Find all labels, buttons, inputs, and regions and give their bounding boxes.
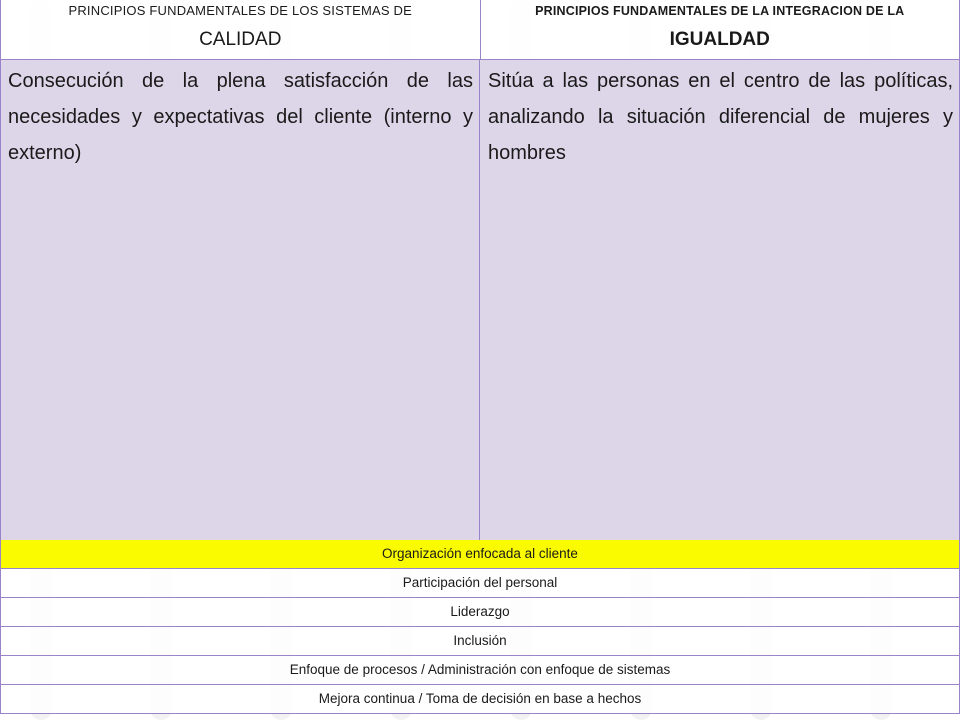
list-item-leadership: Liderazgo bbox=[0, 598, 960, 627]
header-equality-line1: PRINCIPIOS FUNDAMENTALES DE LA INTEGRACION DE LA bbox=[535, 4, 905, 18]
equality-principle-text: Sitúa a las personas en el centro de las políticas, analizando la situación diferencial de mujeres y hombres bbox=[480, 60, 960, 540]
list-item-customer-focus: Organización enfocada al cliente bbox=[0, 540, 960, 569]
table-header-row bbox=[0, 0, 960, 60]
quality-principle-text: Consecución de la plena satisfacción de las necesidades y expectativas del cliente (interno y externo) bbox=[0, 60, 480, 540]
header-quality-line1: PRINCIPIOS FUNDAMENTALES DE LOS SISTEMAS DE bbox=[68, 3, 413, 18]
header-equality bbox=[481, 0, 960, 59]
principles-list bbox=[0, 540, 960, 720]
header-quality-line2: CALIDAD bbox=[199, 29, 282, 50]
header-quality bbox=[0, 0, 481, 59]
list-item-inclusion: Inclusión bbox=[0, 627, 960, 656]
list-item-process-approach: Enfoque de procesos / Administración con enfoque de sistemas bbox=[0, 656, 960, 685]
list-item-staff-participation: Participación del personal bbox=[0, 569, 960, 598]
table-body-row bbox=[0, 60, 960, 540]
list-item-continuous-improvement: Mejora continua / Toma de decisión en base a hechos bbox=[0, 685, 960, 714]
header-equality-line2: IGUALDAD bbox=[669, 29, 770, 50]
